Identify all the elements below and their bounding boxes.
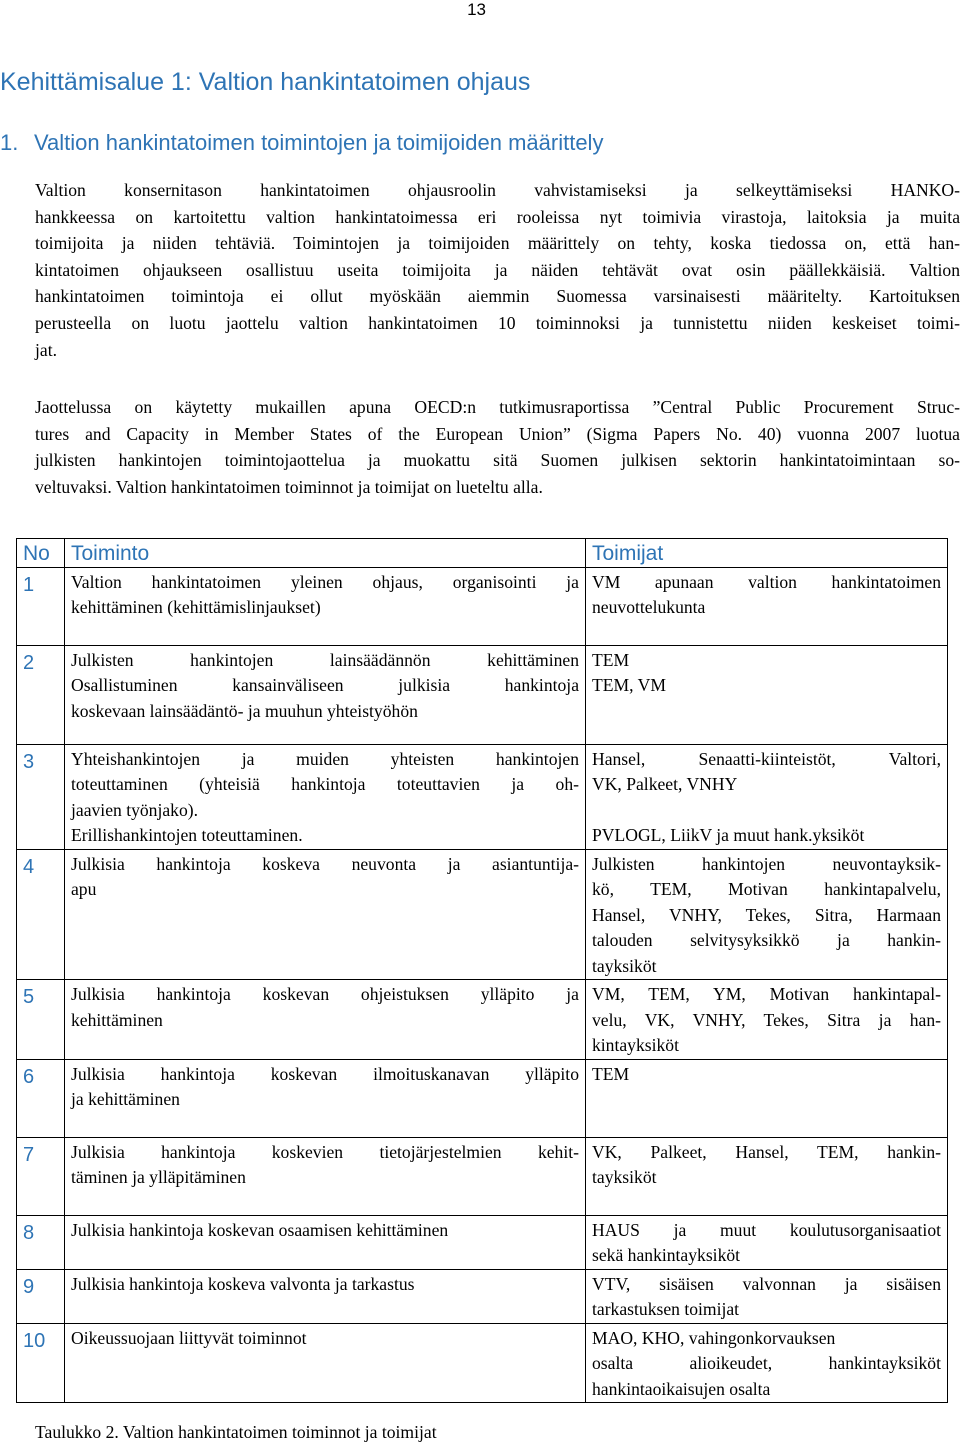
header-actors: Toimijat bbox=[586, 539, 948, 568]
paragraph-line: hankintatoimen toimintoja ei ollut myöskään aiemmin Suomessa varsinaisesti määritelty. Kartoituksen bbox=[35, 286, 960, 307]
activity-line: Oikeussuojaan liittyvät toiminnot bbox=[71, 1327, 307, 1348]
actors-line bbox=[592, 798, 941, 824]
activity-line: koskevaan lainsäädäntö- ja muuhun yhteistyöhön bbox=[71, 700, 418, 721]
actors-cell bbox=[586, 645, 948, 744]
activity-cell bbox=[65, 980, 586, 1060]
actors-line: kö, TEM, Motivan hankintapalvelu, bbox=[592, 879, 941, 899]
row-number: 4 bbox=[17, 849, 65, 980]
activity-line: Valtion hankintatoimen yleinen ohjaus, organisointi ja bbox=[71, 571, 579, 592]
actors-cell bbox=[586, 1269, 948, 1323]
actors-line: MAO, KHO, vahingonkorvauksen bbox=[592, 1327, 836, 1348]
actors-cell bbox=[586, 1137, 948, 1215]
table-row bbox=[17, 1059, 948, 1137]
row-number: 8 bbox=[17, 1215, 65, 1269]
table-row bbox=[17, 645, 948, 744]
activity-line: Julkisia hankintoja koskeva valvonta ja tarkastus bbox=[71, 1273, 415, 1294]
actors-line: PVLOGL, LiikV ja muut hank.yksiköt bbox=[592, 825, 865, 845]
paragraph-line: tures and Capacity in Member States of the European Union” (Sigma Papers No. 40) vuonna 2007 luotua bbox=[35, 423, 960, 444]
activity-line: Julkisia hankintoja koskevien tietojärjestelmien kehit- bbox=[71, 1141, 579, 1162]
actors-line: VTV, sisäisen valvonnan ja sisäisen bbox=[592, 1273, 941, 1294]
activity-cell bbox=[65, 1269, 586, 1323]
actors-line: talouden selvitysyksikkö ja hankin- bbox=[592, 930, 941, 950]
activity-line: täminen ja ylläpitäminen bbox=[71, 1167, 246, 1187]
actors-line: osalta alioikeudet, hankintayksiköt bbox=[592, 1353, 941, 1373]
actors-line: Hansel, Senaatti-kiinteistöt, Valtori, bbox=[592, 748, 941, 769]
activity-line: jaavien työnjako). bbox=[71, 799, 199, 820]
actors-line: Julkisten hankintojen neuvontayksik- bbox=[592, 853, 941, 874]
actors-line: hankintaoikaisujen osalta bbox=[592, 1378, 771, 1399]
activity-line: Julkisia hankintoja koskeva neuvonta ja asiantuntija- bbox=[71, 853, 579, 874]
activity-cell bbox=[65, 567, 586, 645]
actors-cell bbox=[586, 567, 948, 645]
table-header-row bbox=[17, 539, 948, 568]
actors-line: tarkastuksen toimijat bbox=[592, 1299, 740, 1319]
actors-line: tayksiköt bbox=[592, 955, 657, 976]
paragraph-line: julkisten hankintojen toimintojaottelua ja muokattu sitä Suomen julkisen sektorin hankintatoimintaan so- bbox=[35, 450, 960, 471]
actors-line: sekä hankintayksiköt bbox=[592, 1245, 741, 1265]
paragraph-line: veltuvaksi. Valtion hankintatoimen toiminnot ja toimijat on lueteltu alla. bbox=[35, 476, 543, 497]
paragraph-line: kintatoimen ohjaukseen osallistuu useita toimijoita ja näiden tehtävät ovat osin päällekkäisiä. Valtion bbox=[35, 259, 960, 280]
activity-cell bbox=[65, 645, 586, 744]
activity-cell bbox=[65, 1137, 586, 1215]
activity-line: Julkisia hankintoja koskevan ohjeistuksen ylläpito ja bbox=[71, 984, 579, 1004]
table-caption: Taulukko 2. Valtion hankintatoimen toiminnot ja toimijat bbox=[35, 1422, 437, 1442]
table-row bbox=[17, 849, 948, 980]
activity-line: ja kehittäminen bbox=[71, 1089, 180, 1109]
activity-line: Yhteishankintojen ja muiden yhteisten hankintojen bbox=[71, 748, 579, 769]
subsection-number: 1. bbox=[0, 130, 19, 155]
actors-line: TEM, VM bbox=[592, 675, 666, 695]
paragraph-line: perusteella on luotu jaottelu valtion hankintatoimen 10 toiminnoksi ja tunnistettu niiden keskeiset toimi- bbox=[35, 312, 960, 333]
activity-line: Julkisia hankintoja koskevan ilmoituskanavan ylläpito bbox=[71, 1063, 579, 1084]
actors-line: neuvottelukunta bbox=[592, 597, 706, 617]
row-number: 2 bbox=[17, 645, 65, 744]
activity-line: Julkisia hankintoja koskevan osaamisen kehittäminen bbox=[71, 1219, 449, 1240]
actors-cell bbox=[586, 980, 948, 1060]
table-row bbox=[17, 1137, 948, 1215]
actors-line: TEM bbox=[592, 1063, 630, 1084]
table-row bbox=[17, 567, 948, 645]
paragraph-line: toimijoita ja niiden tehtäviä. Toimintojen ja toimijoiden määrittely on tehty, koska tiedossa on, että han- bbox=[35, 233, 960, 254]
row-number: 7 bbox=[17, 1137, 65, 1215]
paragraph-line: hankkeessa on kartoitettu valtion hankintatoimessa eri rooleissa nyt toimivia virastoja, laitoksia ja muita bbox=[35, 206, 960, 227]
table-row bbox=[17, 744, 948, 849]
actors-cell bbox=[586, 1323, 948, 1403]
activity-line: toteuttaminen (yhteisiä hankintoja toteuttavien ja oh- bbox=[71, 774, 579, 794]
method-paragraph bbox=[35, 394, 960, 500]
actors-line: Hansel, VNHY, Tekes, Sitra, Harmaan bbox=[592, 904, 941, 925]
table-row bbox=[17, 1215, 948, 1269]
header-activity: Toiminto bbox=[65, 539, 586, 568]
activity-cell bbox=[65, 1215, 586, 1269]
row-number: 6 bbox=[17, 1059, 65, 1137]
actors-line: HAUS ja muut koulutusorganisaatiot bbox=[592, 1219, 941, 1240]
table-row bbox=[17, 1323, 948, 1403]
activities-table bbox=[16, 538, 948, 1403]
table-body bbox=[17, 567, 948, 1403]
activity-line: apu bbox=[71, 879, 97, 899]
activity-line: Erillishankintojen toteuttaminen. bbox=[71, 825, 303, 845]
subsection-heading bbox=[0, 130, 603, 156]
actors-line: VM, TEM, YM, Motivan hankintapal- bbox=[592, 984, 941, 1004]
activity-line: Osallistuminen kansainväliseen julkisia hankintoja bbox=[71, 675, 579, 695]
actors-line: VK, Palkeet, Hansel, TEM, hankin- bbox=[592, 1141, 941, 1162]
page-number: 13 bbox=[467, 0, 486, 19]
actors-cell bbox=[586, 1215, 948, 1269]
activity-line: Julkisten hankintojen lainsäädännön kehittäminen bbox=[71, 649, 579, 670]
actors-line: velu, VK, VNHY, Tekes, Sitra ja han- bbox=[592, 1009, 941, 1030]
activity-line: kehittäminen bbox=[71, 1009, 163, 1030]
header-no: No bbox=[17, 539, 65, 568]
table-row bbox=[17, 980, 948, 1060]
row-number: 9 bbox=[17, 1269, 65, 1323]
activity-cell bbox=[65, 849, 586, 980]
row-number: 3 bbox=[17, 744, 65, 849]
activity-cell bbox=[65, 744, 586, 849]
intro-paragraph bbox=[35, 177, 960, 363]
row-number: 10 bbox=[17, 1323, 65, 1403]
paragraph-line: Jaottelussa on käytetty mukaillen apuna OECD:n tutkimusraportissa ”Central Public Procurement Struc- bbox=[35, 397, 960, 417]
activity-cell bbox=[65, 1323, 586, 1403]
actors-line: kintayksiköt bbox=[592, 1035, 679, 1055]
actors-line: VK, Palkeet, VNHY bbox=[592, 774, 738, 794]
row-number: 1 bbox=[17, 567, 65, 645]
subsection-title: Valtion hankintatoimen toimintojen ja toimijoiden määrittely bbox=[34, 130, 604, 155]
actors-line: VM apunaan valtion hankintatoimen bbox=[592, 571, 941, 592]
activity-cell bbox=[65, 1059, 586, 1137]
section-heading: Kehittämisalue 1: Valtion hankintatoimen ohjaus bbox=[0, 68, 531, 96]
activity-line: kehittäminen (kehittämislinjaukset) bbox=[71, 597, 321, 617]
actors-cell bbox=[586, 1059, 948, 1137]
table-row bbox=[17, 1269, 948, 1323]
actors-line: tayksiköt bbox=[592, 1167, 657, 1187]
paragraph-line: jat. bbox=[35, 339, 57, 360]
actors-cell bbox=[586, 849, 948, 980]
actors-cell bbox=[586, 744, 948, 849]
paragraph-line: Valtion konsernitason hankintatoimen ohjausroolin vahvistamiseksi ja selkeyttämiseksi HANKO- bbox=[35, 180, 960, 200]
row-number: 5 bbox=[17, 980, 65, 1060]
actors-line: TEM bbox=[592, 649, 630, 670]
